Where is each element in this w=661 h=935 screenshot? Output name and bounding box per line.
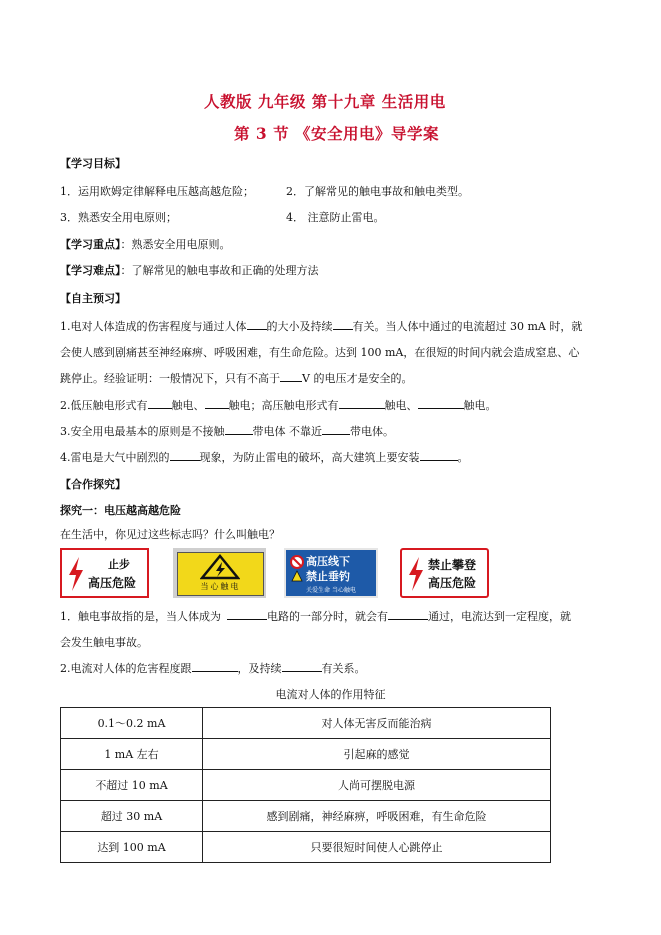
objective-3: 3．熟悉安全用电原则； <box>60 211 177 224</box>
p2-blank-2[interactable] <box>282 661 322 672</box>
page-title: 人教版 九年级 第十九章 生活用电 <box>204 92 446 111</box>
page-subtitle: 第 3 节 《安全用电》导学案 <box>234 124 439 143</box>
q3-blank-1[interactable] <box>225 424 253 435</box>
q1-text-c: 有关。当人体中通过的电流超过 30 mA 时，就 <box>352 320 583 333</box>
table-cell-effect: 对人体无害反而能治病 <box>203 708 551 739</box>
q4-blank-2[interactable] <box>420 450 458 461</box>
p1-text-c: 通过，电流达到一定程度，就 <box>428 610 571 623</box>
preview-q2 <box>60 397 497 413</box>
sign-stop-high-voltage <box>60 548 149 598</box>
q1-blank-1[interactable] <box>247 319 267 330</box>
table-row <box>61 770 551 801</box>
p1-blank-2[interactable] <box>388 609 428 620</box>
objective-4: 4． 注意防止雷电。 <box>286 211 385 224</box>
table-cell-range: 达到 100 mA <box>61 832 203 863</box>
q4-blank-1[interactable] <box>170 450 200 461</box>
q2-text-e: 触电。 <box>463 399 497 412</box>
warning-triangle-icon <box>200 554 240 580</box>
table-cell-effect: 人尚可摆脱电源 <box>203 770 551 801</box>
q2-blank-3[interactable] <box>339 398 385 409</box>
key-point <box>60 236 231 252</box>
table-cell-effect: 只要很短时间使人心跳停止 <box>203 832 551 863</box>
q4-text-b: 现象，为防止雷电的破坏，高大建筑上要安装 <box>199 451 420 464</box>
q1-blank-2[interactable] <box>333 319 353 330</box>
preview-q1-line3 <box>60 370 412 386</box>
sign-4-line-1: 禁止攀登 <box>428 558 477 572</box>
lightning-icon <box>406 556 426 592</box>
q2-blank-1[interactable] <box>148 398 172 409</box>
current-effects-table <box>60 707 551 863</box>
q2-text-b: 触电、 <box>171 399 205 412</box>
sign-1-line-1: 止步 <box>108 558 130 571</box>
preview-q1-line2: 会使人感到剧痛甚至神经麻痹、呼吸困难，有生命危险。达到 100 mA，在很短的时间内就会造成窒息、心 <box>60 346 580 359</box>
lightning-icon <box>66 556 86 592</box>
table-cell-effect: 感到剧痛，神经麻痹，呼吸困难，有生命危险 <box>203 801 551 832</box>
objectives-heading: 【学习目标】 <box>60 157 126 170</box>
explore-1-p1-line1 <box>60 608 571 624</box>
q4-text-c: 。 <box>457 451 469 464</box>
difficulty-text: ：了解常见的触电事故和正确的处理方法 <box>120 264 319 277</box>
p2-blank-1[interactable] <box>192 661 238 672</box>
p1-blank-1[interactable] <box>227 609 267 620</box>
difficulty <box>60 262 319 278</box>
explore-1-p1-line2: 会发生触电事故。 <box>60 636 148 649</box>
explore-1-heading: 探究一：电压越高越危险 <box>60 504 181 517</box>
sign-4-line-2: 高压危险 <box>428 576 477 590</box>
cooperation-heading: 【合作探究】 <box>60 478 126 491</box>
table-caption: 电流对人体的作用特征 <box>275 688 386 701</box>
objective-1: 1．运用欧姆定律解释电压越高越危险； <box>60 185 254 198</box>
sign-no-fishing-under-power-lines <box>284 548 378 598</box>
p2-text-a: 2.电流对人体的危害程度跟 <box>60 662 192 675</box>
sign-no-climbing-high-voltage <box>400 548 489 598</box>
p1-text-b: 电路的一部分时，就会有 <box>267 610 388 623</box>
q1-text-e: V 的电压才是安全的。 <box>302 372 413 385</box>
explore-1-question: 在生活中，你见过这些标志吗？什么叫触电？ <box>60 528 280 541</box>
preview-q1-line1 <box>60 318 582 334</box>
q2-blank-2[interactable] <box>205 398 229 409</box>
sign-beware-electric-shock <box>173 548 266 598</box>
q3-text-c: 带电体。 <box>350 425 394 438</box>
p1-text-a: 1．触电事故指的是，当人体成为 <box>60 610 221 623</box>
table-cell-range: 不超过 10 mA <box>61 770 203 801</box>
q3-blank-2[interactable] <box>322 424 350 435</box>
q1-text-a: 1.电对人体造成的伤害程度与通过人体 <box>60 320 247 333</box>
preview-q4 <box>60 449 469 465</box>
q2-blank-4[interactable] <box>418 398 464 409</box>
sign-2-panel <box>177 552 264 596</box>
sign-3-footer: 关爱生命 当心触电 <box>306 587 356 594</box>
q1-text-d: 跳停止。经验证明：一般情况下，只有不高于 <box>60 372 280 385</box>
table-row <box>61 801 551 832</box>
table-cell-range: 超过 30 mA <box>61 801 203 832</box>
q1-text-b: 的大小及持续 <box>266 320 333 333</box>
preview-heading: 【自主预习】 <box>60 292 126 305</box>
sign-3-line-2: 禁止垂钓 <box>306 570 350 583</box>
sign-2-text: 当心触电 <box>200 582 241 591</box>
table-cell-range: 0.1～0.2 mA <box>61 708 203 739</box>
explore-1-p2 <box>60 660 366 676</box>
q2-text-d: 触电、 <box>384 399 418 412</box>
preview-q3 <box>60 423 394 439</box>
objective-2: 2．了解常见的触电事故和触电类型。 <box>286 185 469 198</box>
q2-text-a: 2.低压触电形式有 <box>60 399 148 412</box>
q4-text-a: 4.雷电是大气中剧烈的 <box>60 451 170 464</box>
p2-text-b: ，及持续 <box>237 662 282 675</box>
key-point-label: 【学习重点】 <box>60 238 121 251</box>
table-row <box>61 832 551 863</box>
sign-3-line-1: 高压线下 <box>306 555 350 568</box>
table-cell-range: 1 mA 左右 <box>61 739 203 770</box>
table-row <box>61 739 551 770</box>
table-row <box>61 708 551 739</box>
p2-text-c: 有关系。 <box>321 662 366 675</box>
q2-text-c: 触电；高压触电形式有 <box>228 399 339 412</box>
difficulty-label: 【学习难点】 <box>60 264 121 277</box>
q3-text-b: 带电体 不靠近 <box>252 425 322 438</box>
table-cell-effect: 引起麻的感觉 <box>203 739 551 770</box>
q1-blank-3[interactable] <box>280 371 302 382</box>
key-point-text: ：熟悉安全用电原则。 <box>120 238 231 251</box>
q3-text-a: 3.安全用电最基本的原则是不接触 <box>60 425 225 438</box>
no-fishing-icon <box>289 553 305 583</box>
sign-1-line-2: 高压危险 <box>88 576 137 590</box>
